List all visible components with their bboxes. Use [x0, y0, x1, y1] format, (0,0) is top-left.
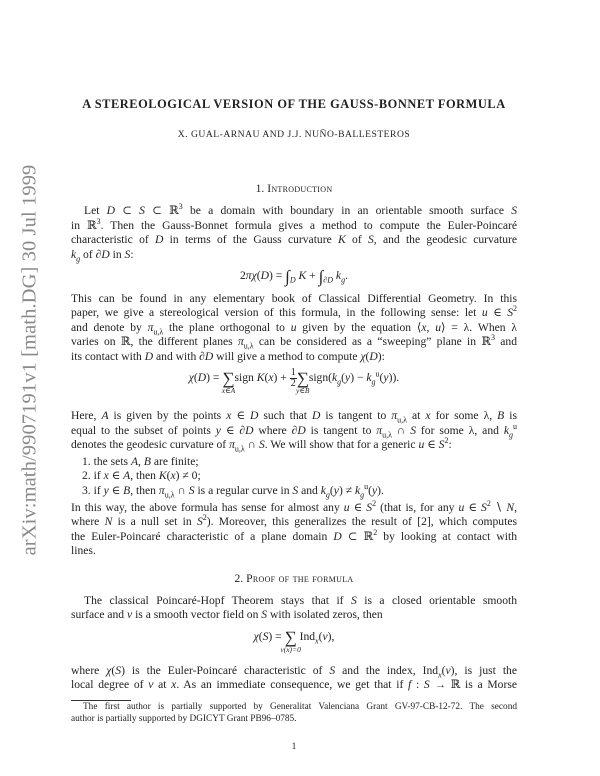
- s1-p4-line-1: In this way, the above formula has sense for almost any u ∈ $S^2$ (that is, for any u ∈ $S^2$ ∖ N,: [71, 499, 517, 514]
- arxiv-stamp: [10, 0, 50, 776]
- equation-gauss-bonnet: $2\pi\chi(D) = \int_D$ $K + \int_{\partial D}$ $k_g$.: [240, 267, 348, 286]
- s2-p1-line-2: surface and v is a smooth vector field on S with isolated zeros, then: [71, 608, 383, 621]
- s1-p2-line-4: varies on ℝ, the different planes $\pi_{u,\lambda}$ can be considered as a “sweeping” plane in ℝ$^3$ and: [71, 333, 518, 351]
- s1-p3-line-2: equal to the subset of points y ∈ ∂D where ∂D is tangent to $\pi_{u,\lambda}$ ∩ S for some λ, and $k_g^u$: [71, 422, 517, 440]
- s1-p1-line-1: Let D ⊂ S ⊂ ℝ$^3$ be a domain with boundary in an orientable smooth surface S: [84, 202, 517, 217]
- paper-authors: X. GUAL-ARNAU AND J.J. NUÑO-BALLESTEROS: [177, 129, 411, 140]
- s2-p2-line-2: local degree of v at x. As an immediate consequence, we get that if f : S → ℝ is a Morse: [71, 678, 517, 691]
- paper-title: A STEREOLOGICAL VERSION OF THE GAUSS-BONNET FORMULA: [82, 97, 506, 111]
- s1-p2-line-1: This can be found in any elementary book of Classical Differential Geometry. In this: [71, 292, 517, 305]
- s1-p1-line-3: characteristic of D in terms of the Gauss curvature K of S, and the geodesic curvature: [71, 233, 517, 246]
- s1-p2-line-3: and denote by $\pi_{u,\lambda}$ the plane orthogonal to u given by the equation ⟨x, u⟩ = λ. When λ: [71, 321, 518, 337]
- arxiv-identifier: arXiv:math/9907191v1 [math.DG] 30 Jul 1999: [18, 164, 41, 556]
- section-2-heading: [71, 572, 517, 585]
- s1-p1-line-2: in ℝ$^3$. Then the Gauss-Bonnet formula gives a method to compute the Euler-Poincaré: [71, 217, 517, 232]
- s1-p2-line-2: paper, we give a stereological version of this formula, in the following sense: let u ∈ $S^2$: [71, 304, 517, 319]
- s1-p3-line-3: denotes the geodesic curvature of $\pi_{u,\lambda}$ ∩ S. We will show that for a generic u ∈ $S^2$:: [71, 436, 452, 454]
- equation-stereological: χ(D) = ∑ x∈A sign K(x) + $\frac{1}{2}$ ∑ y∈B $sign(k_g(y) - k_g^u(y))$.: [188, 367, 400, 396]
- s2-p2-line-1: where χ(S) is the Euler-Poincaré characteristic of S and the index, Ind$_x$(v), is just the: [71, 664, 517, 680]
- s2-p1-line-1: The classical Poincaré-Hopf Theorem stays that if S is a closed orientable smooth: [84, 594, 518, 607]
- footnote-rule: [71, 700, 131, 701]
- list-item-2: 2. if x ∈ A, then K(x) ≠ 0;: [82, 469, 201, 482]
- list-item-3: 3. if y ∈ B, then $\pi_{u,\lambda}$ ∩ S is a regular curve in S and $k_g(y) \ne k_g^u(y)$.: [82, 482, 384, 500]
- footnote-line-1: The first author is partially supported by Generalitat Valenciana Grant GV-97-CB-12-72. The second: [83, 702, 517, 712]
- section-2-title: Proof of the formula: [246, 572, 354, 585]
- s1-p4-line-4: lines.: [71, 544, 96, 557]
- section-1-title: Introduction: [267, 182, 333, 195]
- s1-p4-line-2: where N is a null set in $S^2$). Moreover, this generalizes the result of [2], which computes: [71, 513, 517, 528]
- section-1-number: 1.: [255, 182, 265, 195]
- equation-poincare-hopf: χ(S) = ∑ v(x)=0 Ind$_x$(v),: [253, 628, 335, 654]
- list-item-1: 1. the sets A, B are finite;: [82, 455, 199, 468]
- section-1-heading: [71, 182, 517, 195]
- s1-p4-line-3: the Euler-Poincaré characteristic of a plane domain D ⊂ ℝ$^2$ by looking at contact with: [71, 528, 517, 543]
- page-number: 1: [291, 742, 297, 752]
- section-2-number: 2.: [234, 572, 244, 585]
- s1-p2-line-5: its contact with D and with ∂D will give a method to compute χ(D):: [71, 350, 385, 363]
- s1-p3-line-1: Here, A is given by the points x ∈ D such that D is tangent to $\pi_{u,\lambda}$ at x for some λ, B is: [71, 409, 517, 425]
- s1-p1-line-4: $k_g$ of ∂D in S:: [71, 248, 134, 264]
- footnote-line-2: author is partially supported by DGICYT Grant PB96–0785.: [71, 714, 297, 724]
